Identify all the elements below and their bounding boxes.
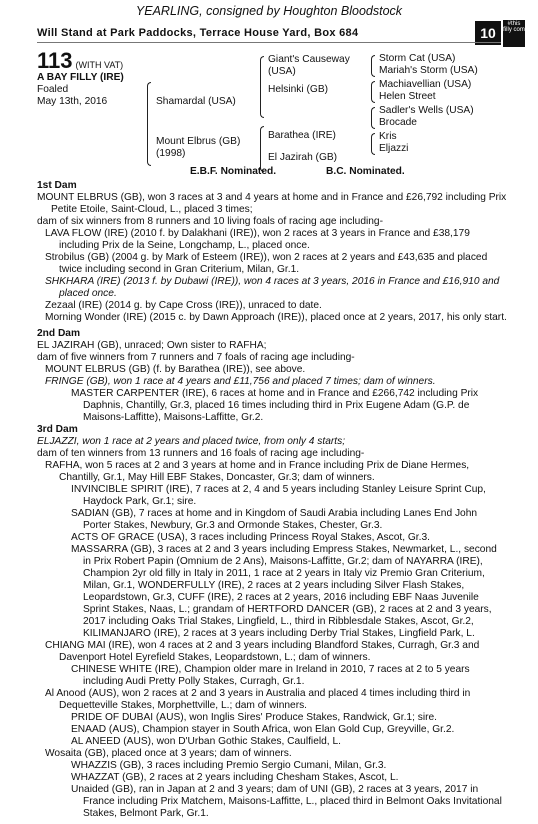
produce-entry: WHAZZAT (GB), 2 races at 2 years including Chesham Stakes, Ascot, L. xyxy=(71,772,399,783)
lot-badge: 10 xyxy=(475,21,501,45)
dam-summary: dam of five winners from 7 runners and 7 foals of racing age including- xyxy=(37,352,355,363)
pedigree-name: Storm Cat (USA) xyxy=(379,53,456,64)
second-dam-section xyxy=(37,328,507,424)
first-dam-section xyxy=(37,180,507,324)
produce-entry: CHINESE WHITE (IRE), Champion older mare in Ireland in 2010, 7 races at 2 to 5 years including Audi Pretty Polly Stakes, Curragh, Gr.1. xyxy=(71,664,470,687)
produce-entry: Strobilus (GB) (2004 g. by Mark of Esteem (IRE)), won 2 races at 2 years and £43,635 and placed twice including second in Gran Criterium, Milan, Gr.1. xyxy=(45,252,488,275)
hashtag-logo: #this filly com xyxy=(503,20,525,47)
section-title: 3rd Dam xyxy=(37,424,78,435)
produce-entry: MASSARRA (GB), 3 races at 2 and 3 years including Empress Stakes, Newmarket, L., second in Prix Robert Papin (Omnium de 2 Ans), Maisons-Laffitte, Gr.2; dam of NAYARRA (IRE), Champion 2yr old filly in Italy in 2011, 1 race at 2 years in Italy viz Premio Gran Criterium, Milan, Gr.1, WONDERFULLY (IRE), 2 races at 2 years including Silver Flash Stakes, Leopardstown, Gr.3, CUFF (IRE), 2 races at 2 years, 2016 including EBF Naas Juvenile Sprint Stakes, Naas, L.; grandam of HERTFORD DANCER (GB), 2 races at 2 and 3 years, 2017 including Oaks Trial Stakes, Lingfield, L., third in Ribblesdale Stakes, Ascot, Gr.2, KILIMANJARO (IRE), 2 races at 3 years including Derby Trial Stakes, Lingfield Park, L. xyxy=(71,544,497,639)
produce-entry: CHIANG MAI (IRE), won 4 races at 2 and 3 years including Blandford Stakes, Curragh, Gr.3 and Davenport Hotel Eyrefield Stakes, Leopardstown, L.; dam of winners. xyxy=(45,640,480,663)
dam-summary: dam of six winners from 8 runners and 10 living foals of racing age including- xyxy=(37,216,383,227)
section-title: 1st Dam xyxy=(37,180,77,191)
pedigree-brace xyxy=(371,133,375,155)
sire-sire-country: (USA) xyxy=(268,66,296,77)
sire-sire: Giant's Causeway xyxy=(268,54,350,65)
pedigree-name: Sadler's Wells (USA) xyxy=(379,105,474,116)
section-title: 2nd Dam xyxy=(37,328,81,339)
page-header: YEARLING, consigned by Houghton Bloodstock xyxy=(135,4,403,18)
pedigree-name: Helen Street xyxy=(379,91,436,102)
pedigree-name: Machiavellian (USA) xyxy=(379,79,472,90)
produce-entry: RAFHA, won 5 races at 2 and 3 years at home and in France including Prix de Diane Hermes, Chantilly, Gr.1, May Hill EBF Stakes, Doncaster, Gr.3; dam of winners. xyxy=(45,460,470,483)
dam-entry: MOUNT ELBRUS (GB), won 3 races at 3 and 4 years at home and in France and £26,792 including Prix Petite Etoile, Saint-Cloud, L., placed 3 times; xyxy=(37,192,507,215)
pedigree-brace xyxy=(147,82,151,166)
dam-dam: El Jazirah (GB) xyxy=(268,152,338,163)
pedigree-name: Kris xyxy=(379,131,397,142)
stand-location: Will Stand at Park Paddocks, Terrace House Yard, Box 684 xyxy=(37,27,359,39)
vat-note: (WITH VAT) xyxy=(75,60,124,70)
third-dam-section xyxy=(37,424,507,820)
pedigree-name: Eljazzi xyxy=(379,143,409,154)
produce-entry: MASTER CARPENTER (IRE), 6 races at home and in France and £266,742 including Prix Daphnis, Chantilly, Gr.3, placed 16 times including third in Prix Eugene Adam (G.P. de Maisons-Laffitte), Maisons-Laffitte, Gr.2. xyxy=(71,388,479,423)
sire: Shamardal (USA) xyxy=(156,96,236,107)
foaled-label: Foaled xyxy=(37,84,69,95)
dam: Mount Elbrus (GB) xyxy=(156,136,241,147)
produce-entry: SHKHARA (IRE) (2013 f. by Dubawi (IRE)), won 4 races at 3 years, 2016 in France and £16,910 and placed once. xyxy=(45,276,500,299)
bc-nominated: B.C. Nominated. xyxy=(326,166,405,177)
produce-entry: ACTS OF GRACE (USA), 3 races including Princess Royal Stakes, Ascot, Gr.3. xyxy=(71,532,430,543)
ebf-nominated: E.B.F. Nominated. xyxy=(190,166,277,177)
dam-sire: Barathea (IRE) xyxy=(268,130,336,141)
produce-entry: AL ANEED (AUS), won D'Urban Gothic Stakes, Caulfield, L. xyxy=(71,736,341,747)
pedigree-name: Mariah's Storm (USA) xyxy=(379,65,478,76)
produce-entry: Wosaita (GB), placed once at 3 years; dam of winners. xyxy=(45,748,292,759)
produce-entry: PRIDE OF DUBAI (AUS), won Inglis Sires' Produce Stakes, Randwick, Gr.1; sire. xyxy=(71,712,437,723)
produce-entry: FRINGE (GB), won 1 race at 4 years and £11,756 and placed 7 times; dam of winners. xyxy=(45,376,436,387)
pedigree-brace xyxy=(371,81,375,103)
produce-entry: INVINCIBLE SPIRIT (IRE), 7 races at 2, 4 and 5 years including Stanley Leisure Sprint Cup, Haydock Park, Gr.1; sire. xyxy=(71,484,486,507)
lot-number: 113 xyxy=(37,48,73,73)
pedigree-brace xyxy=(371,55,375,77)
produce-entry: Zezaal (IRE) (2014 g. by Cape Cross (IRE)), unraced to date. xyxy=(45,300,322,311)
dam-year: (1998) xyxy=(156,148,186,159)
produce-entry: MOUNT ELBRUS (GB) (f. by Barathea (IRE)), see above. xyxy=(45,364,306,375)
pedigree-brace xyxy=(371,107,375,129)
produce-entry: Morning Wonder (IRE) (2015 c. by Dawn Approach (IRE)), placed once at 2 years, 2017, his only start. xyxy=(45,312,507,323)
divider xyxy=(37,42,501,43)
pedigree-name: Brocade xyxy=(379,117,417,128)
produce-entry: WHAZZIS (GB), 3 races including Premio Sergio Cumani, Milan, Gr.3. xyxy=(71,760,387,771)
foaled-date: May 13th, 2016 xyxy=(37,96,108,107)
lot-heading xyxy=(37,48,123,74)
dam-entry: EL JAZIRAH (GB), unraced; Own sister to RAFHA; xyxy=(37,340,267,351)
produce-entry: SADIAN (GB), 7 races at home and in Kingdom of Saudi Arabia including Lanes End John Porter Stakes, Newbury, Gr.3 and Ormonde Stakes, Chester, Gr.3. xyxy=(71,508,478,531)
produce-entry: ENAAD (AUS), Champion stayer in South Africa, won Elan Gold Cup, Greyville, Gr.2. xyxy=(71,724,455,735)
produce-entry: LAVA FLOW (IRE) (2010 f. by Dalakhani (IRE)), won 2 races at 3 years in France and £38,179 including Prix de la Seine, Longchamp, L., placed once. xyxy=(45,228,470,251)
dam-entry: ELJAZZI, won 1 race at 2 years and placed twice, from only 4 starts; xyxy=(37,436,346,447)
produce-entry: Unaided (GB), ran in Japan at 2 and 3 years; dam of UNI (GB), 2 races at 3 years, 2017 in France including Prix Matchem, Maisons-Laffitte, L., placed third in Belmont Oaks Invitational Stakes, Belmont Park, Gr.1. xyxy=(71,784,502,819)
lot-name: A BAY FILLY (IRE) xyxy=(37,72,124,83)
produce-entry: Al Anood (AUS), won 2 races at 2 and 3 years in Australia and placed 4 times including third in Dequetteville Stakes, Morphettville, L.; dam of winners. xyxy=(45,688,471,711)
dam-summary: dam of ten winners from 13 runners and 16 foals of racing age including- xyxy=(37,448,365,459)
sire-dam: Helsinki (GB) xyxy=(268,84,329,95)
pedigree-brace xyxy=(260,56,264,118)
